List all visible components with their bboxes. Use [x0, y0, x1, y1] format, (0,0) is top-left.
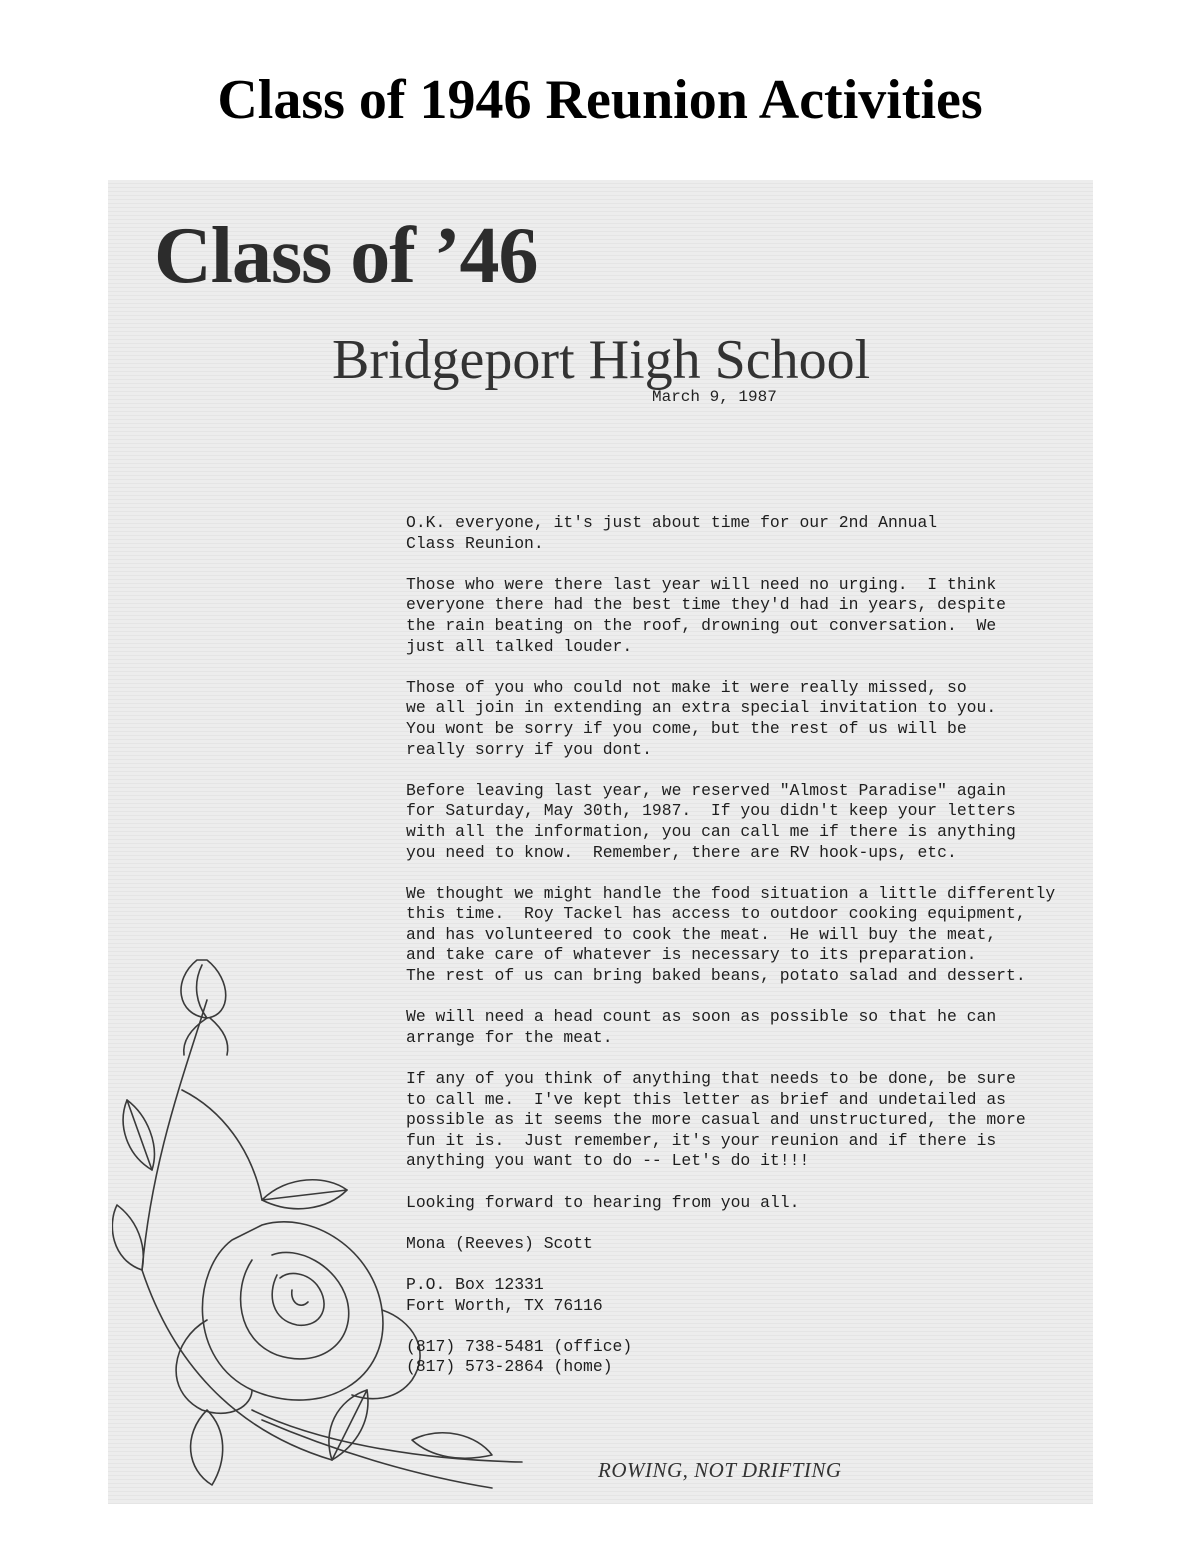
paragraph: O.K. everyone, it's just about time for our 2nd Annual Class Reunion.: [406, 513, 938, 553]
signature-name: Mona (Reeves) Scott: [406, 1233, 593, 1253]
class-heading: Class of ’46: [154, 212, 538, 300]
motto: ROWING, NOT DRIFTING: [598, 1458, 842, 1482]
paragraph: Looking forward to hearing from you all.: [406, 1192, 800, 1212]
page-title: Class of 1946 Reunion Activities: [217, 69, 983, 131]
phone-home: (817) 573-2864 (home): [406, 1357, 613, 1377]
paragraph: Before leaving last year, we reserved "Almost Paradise" again for Saturday, May 30th, 1987. If you didn't keep your letters with all the information, you can call me if there is anything you need to know. Remember, there are RV hook-ups, etc.: [406, 780, 1016, 862]
paragraph: Those who were there last year will need no urging. I think everyone there had the best time they'd had in years, despite the rain beating on the roof, drowning out conversation. We just all talked louder.: [406, 574, 1006, 656]
letter-body: [406, 513, 1086, 1399]
school-name: Bridgeport High School: [332, 329, 871, 391]
phone-block: [406, 1337, 1086, 1378]
signature-name-block: [406, 1234, 1086, 1255]
paragraph: Those of you who could not make it were really missed, so we all join in extending an extra special invitation to you. You wont be sorry if you come, but the rest of us will be really sorry if you dont.: [406, 677, 997, 759]
address-line: P.O. Box 12331: [406, 1274, 544, 1294]
address-block: [406, 1275, 1086, 1316]
address-line: Fort Worth, TX 76116: [406, 1295, 603, 1315]
phone-office: (817) 738-5481 (office): [406, 1336, 633, 1356]
letter-date: March 9, 1987: [652, 388, 777, 406]
paragraph: We will need a head count as soon as possible so that he can arrange for the meat.: [406, 1007, 997, 1047]
paragraph: If any of you think of anything that needs to be done, be sure to call me. I've kept this letter as brief and undetailed as possible as it seems the more casual and unstructured, the more fun it is. Just remember, it's your reunion and if there is anything you want to do -- Let's do it!!!: [406, 1069, 1026, 1171]
paragraph: We thought we might handle the food situation a little differently this time. Roy Tackel has access to outdoor cooking equipment, and has volunteered to cook the meat. He will buy the meat, and take care of whatever is necessary to its preparation. The rest of us can bring baked beans, potato salad and dessert.: [406, 883, 1056, 986]
letter-scan: [108, 180, 1093, 1504]
